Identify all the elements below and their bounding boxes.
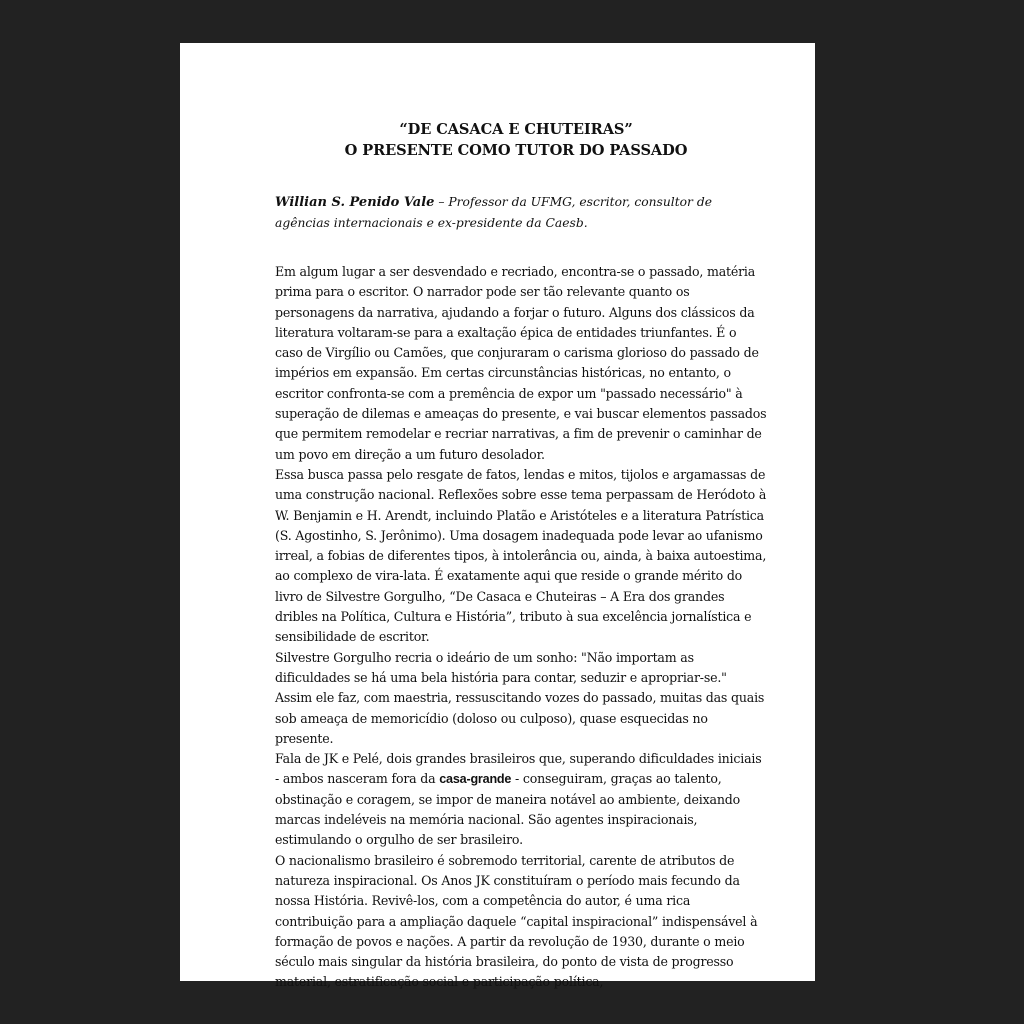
paragraph: Em algum lugar a ser desvendado e recriado, encontra-se o passado, matéria prima para o escritor. O narrador pode ser tão relevante quanto os personagens da narrativa, ajudando a forjar o futuro. Alguns dos clássicos da literatura voltaram-se para a exaltação épica de entidades triunfantes. É o caso de Virgílio ou Camões, que conjuraram o carisma glorioso do passado de impérios em expansão. Em certas circunstâncias históricas, no entanto, o escritor confronta-se com a premência de expor um "passado necessário" à superação de dilemas e ameaças do presente, e vai buscar elementos passados que permitem remodelar e recriar narrativas, a fim de prevenir o caminhar de um povo em direção a um futuro desolador.	[275, 264, 767, 462]
document-subtitle: O PRESENTE COMO TUTOR DO PASSADO	[344, 142, 688, 159]
body-text	[275, 262, 767, 993]
paragraph	[275, 749, 767, 850]
author-name: Willian S. Penido Vale	[275, 195, 435, 210]
paragraph-text: Fala de JK e Pelé, dois grandes brasileiros que, superando dificuldades iniciais - ambos nasceram fora da	[275, 751, 762, 787]
paragraph: Essa busca passa pelo resgate de fatos, lendas e mitos, tijolos e argamassas de uma construção nacional. Reflexões sobre esse tema perpassam de Heródoto à W. Benjamin e H. Arendt, incluindo Platão e Aristóteles e a literatura Patrística (S. Agostinho, S. Jerônimo). Uma dosagem inadequada pode levar ao ufanismo irreal, a fobias de diferentes tipos, à intolerância ou, ainda, à baixa autoestima, ao complexo de vira-lata. É exatamente aqui que reside o grande mérito do livro de Silvestre Gorgulho, “De Casaca e Chuteiras – A Era dos grandes dribles na Política, Cultura e História”, tributo à sua excelência jornalística e sensibilidade de escritor.	[275, 466, 767, 645]
emphasized-term: casa-grande	[439, 772, 512, 787]
paragraph-text: - conseguiram, graças ao talento, obstinação e coragem, se impor de maneira notável ao ambiente, deixando marcas indeléveis na memória nacional. São agentes inspiracionais, estimulando o orgulho de ser brasileiro.	[275, 771, 740, 848]
title-block	[265, 119, 767, 161]
document-title: “DE CASACA E CHUTEIRAS”	[399, 121, 633, 138]
author-line	[275, 192, 767, 233]
paragraph: Silvestre Gorgulho recria o ideário de um sonho: "Não importam as dificuldades se há uma bela história para contar, seduzir e apropriar-se." Assim ele faz, com maestria, ressuscitando vozes do passado, muitas das quais sob ameaça de memoricídio (doloso ou culposo), quase esquecidas no presente.	[275, 649, 765, 746]
author-description: – Professor da UFMG, escritor, consultor de agências internacionais e ex-presidente da Caesb.	[275, 195, 712, 230]
paragraph: O nacionalismo brasileiro é sobremodo territorial, carente de atributos de natureza inspiracional. Os Anos JK constituíram o período mais fecundo da nossa História. Revivê-los, com a competência do autor, é uma rica contribuição para a ampliação daquele “capital inspiracional” indispensável à formação de povos e nações. A partir da revolução de 1930, durante o meio século mais singular da história brasileira, do ponto de vista de progresso material, estratificação social e participação política,	[275, 852, 758, 990]
document-page	[180, 43, 815, 990]
